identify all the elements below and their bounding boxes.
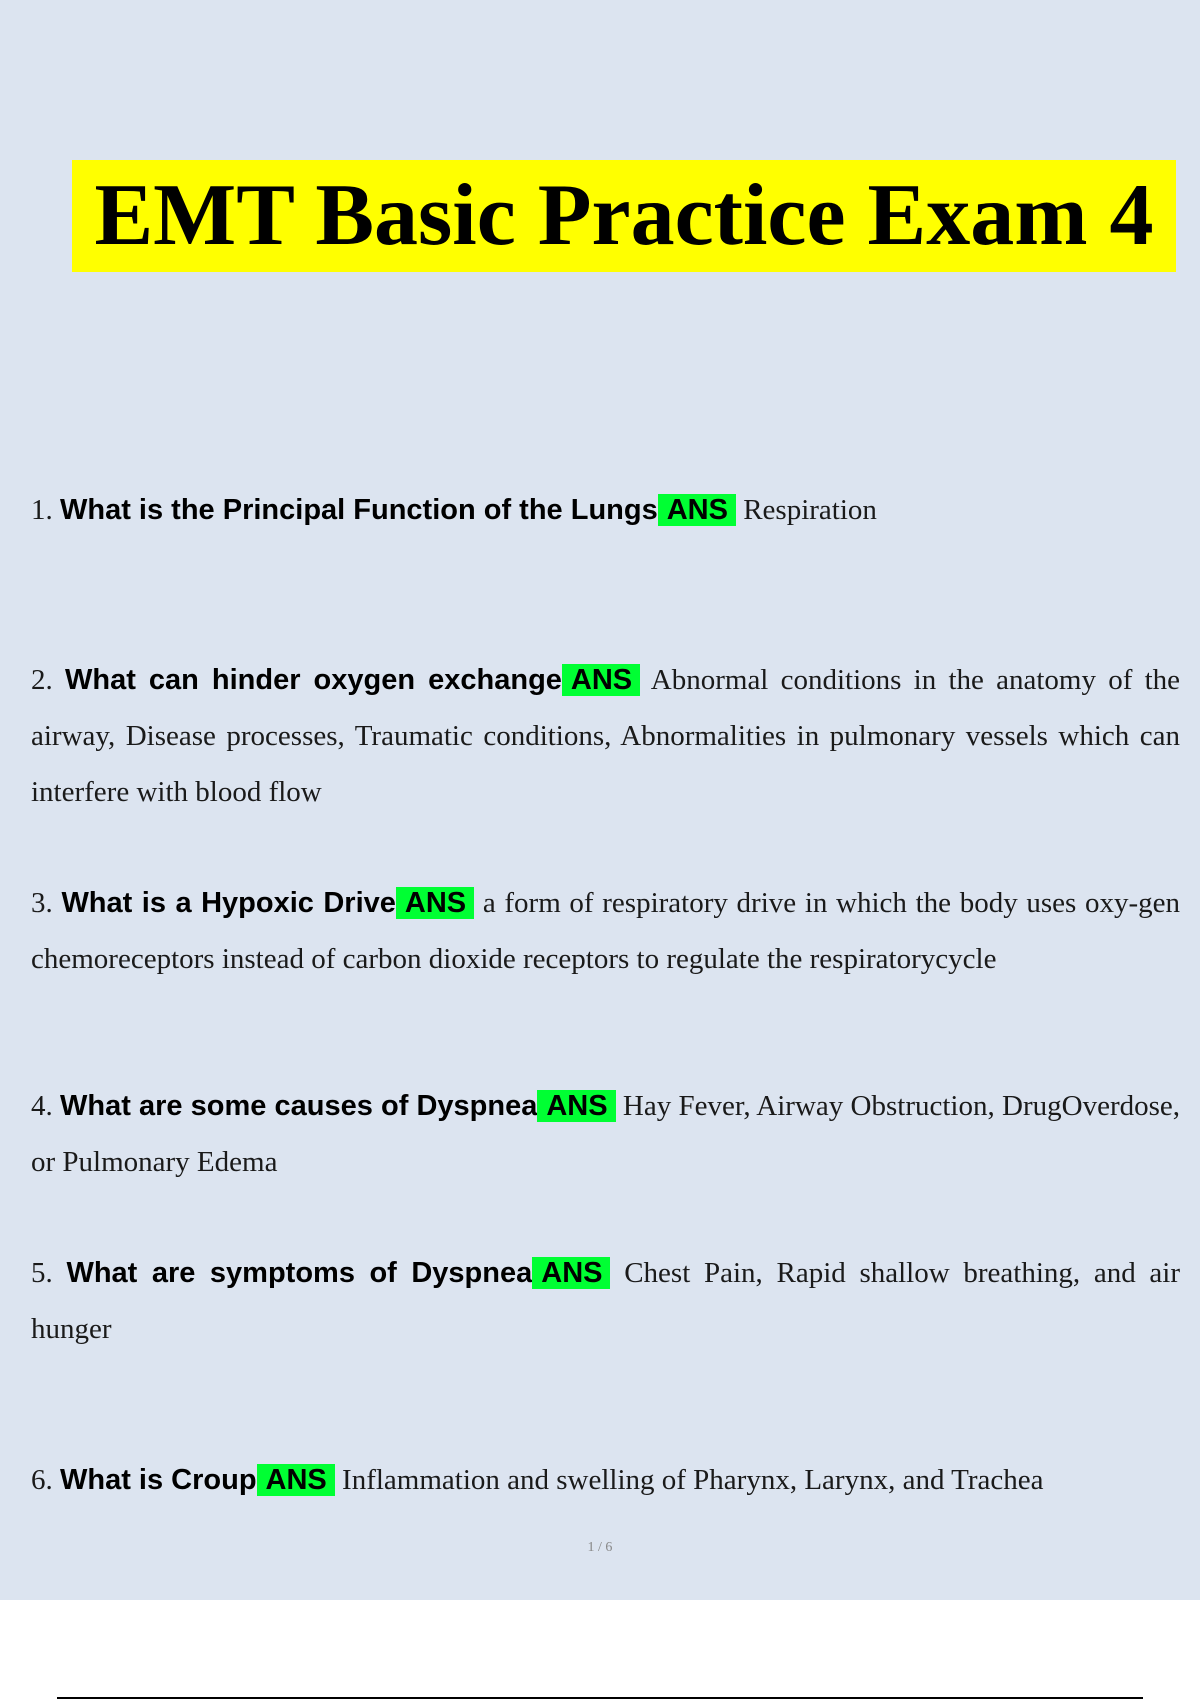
ans-label: ANS [396,887,474,919]
ans-label: ANS [658,494,736,526]
question-text: What are symptoms of Dyspnea [66,1257,533,1289]
qa-item-5 [31,1245,1180,1357]
question-number: 5. [31,1257,53,1289]
question-number: 1. [31,494,53,526]
question-text: What can hinder oxygen exchange [64,664,562,696]
footer-divider [57,1697,1143,1699]
question-text: What is the Principal Function of the Lungs [60,494,658,526]
ans-label: ANS [532,1257,610,1289]
answer-text: Hay Fever, Airway Obstruction, DrugOverdose, or Pulmonary Edema [31,1090,1181,1178]
ans-label: ANS [257,1464,335,1496]
qa-item-1 [31,482,1180,538]
ans-label: ANS [537,1090,615,1122]
question-number: 2. [31,664,53,696]
qa-item-4 [31,1078,1180,1190]
answer-text: Inflammation and swelling of Pharynx, Larynx, and Trachea [342,1464,1044,1496]
answer-text: Abnormal conditions in the anatomy of the airway, Disease processes, Traumatic conditions, Abnormalities in pulmonary vessels which can interfere with blood flow [31,664,1181,808]
page-number: 1 / 6 [587,1540,613,1555]
question-number: 3. [31,887,53,919]
page-title: EMT Basic Practice Exam 4 [94,167,1154,264]
question-text: What is a Hypoxic Drive [61,887,396,919]
question-text: What is Croup [60,1464,257,1496]
answer-text: Respiration [743,494,877,526]
question-number: 4. [31,1090,53,1122]
qa-item-2 [31,652,1180,820]
question-text: What are some causes of Dyspnea [60,1090,538,1122]
qa-item-6 [31,1452,1180,1508]
answer-text: a form of respiratory drive in which the body uses oxy-gen chemoreceptors instead of carbon dioxide receptors to regulate the respiratorycycle [31,887,1181,975]
answer-text: Chest Pain, Rapid shallow breathing, and air hunger [31,1257,1181,1345]
question-number: 6. [31,1464,53,1496]
title-highlight [72,160,1176,272]
qa-item-3 [31,875,1180,987]
ans-label: ANS [562,664,640,696]
